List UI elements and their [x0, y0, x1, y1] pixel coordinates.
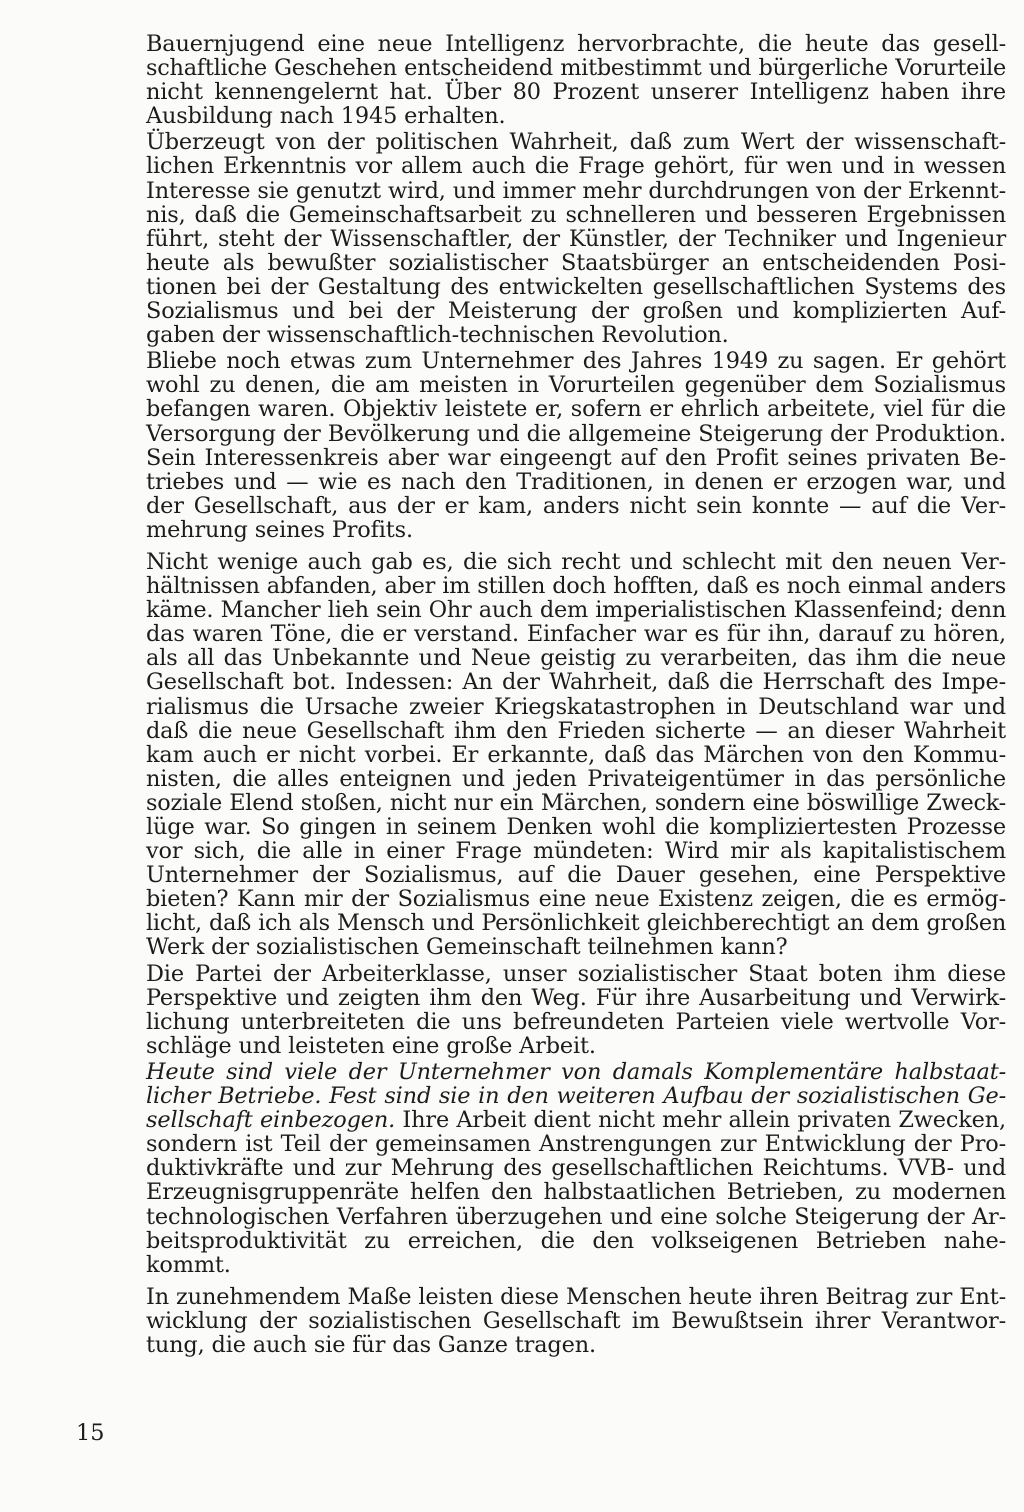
text-line: bieten? Kann mir der Sozialismus eine neue Existenz zeigen, die es ermög- — [146, 886, 1006, 913]
text-line: sondern ist Teil der gemeinsamen Anstrengungen zur Entwicklung der Pro- — [146, 1131, 1006, 1158]
text-line: gaben der wissenschaftlich-technischen Revolution. — [146, 322, 729, 349]
regular-text: Ihre Arbeit dient nicht mehr allein privaten Zwecken, — [395, 1107, 1007, 1134]
text-line: duktivkräfte und zur Mehrung des gesellschaftlichen Reichtums. VVB- und — [146, 1155, 1006, 1182]
text-line: kam auch er nicht vorbei. Er erkannte, daß das Märchen von den Kommu- — [146, 741, 1006, 768]
text-line: licht, daß ich als Mensch und Persönlichkeit gleichberechtigt an dem großen — [146, 910, 1006, 937]
text-line-italic: licher Betriebe. Fest sind sie in den weiteren Aufbau der sozialistischen Ge- — [146, 1083, 1006, 1110]
text-line: Erzeugnisgruppenräte helfen den halbstaatlichen Betrieben, zu modernen — [146, 1179, 1006, 1206]
text-line: Ausbildung nach 1945 erhalten. — [146, 103, 506, 130]
text-line: befangen waren. Objektiv leistete er, sofern er ehrlich arbeitete, viel für die — [146, 396, 1006, 423]
text-line: schaftliche Geschehen entscheidend mitbestimmt und bürgerliche Vorurteile — [146, 55, 1006, 82]
page-number: 15 — [76, 1420, 105, 1446]
text-line: nisten, die alles enteignen und jeden Privateigentümer in das persönliche — [146, 765, 1006, 792]
text-line-mixed — [146, 1108, 1006, 1132]
paragraph-intelligenz — [146, 32, 1006, 128]
text-line: kommt. — [146, 1251, 231, 1278]
text-line: das waren Töne, die er verstand. Einfacher war es für ihn, darauf zu hören, — [146, 621, 1006, 648]
paragraph-nicht-wenige — [146, 550, 1006, 960]
text-line: wicklung der sozialistischen Gesellschaft im Bewußtsein ihrer Verantwor- — [146, 1307, 1006, 1334]
paragraph-unternehmer-1949 — [146, 349, 1006, 542]
text-line: rialismus die Ursache zweier Kriegskatastrophen in Deutschland war und — [146, 693, 1006, 720]
body-text — [146, 32, 1006, 1357]
text-line: lichung unterbreiteten die uns befreundeten Parteien viele wertvolle Vor- — [146, 1008, 1006, 1035]
text-line: Perspektive und zeigten ihm den Weg. Für ihre Ausarbeitung und Verwirk- — [146, 984, 1006, 1011]
text-line: In zunehmendem Maße leisten diese Menschen heute ihren Beitrag zur Ent- — [146, 1283, 1006, 1310]
paragraph-wissenschaftler — [146, 130, 1006, 347]
text-line: tionen bei der Gestaltung des entwickelten gesellschaftlichen Systems des — [146, 273, 1006, 300]
text-line: heute als bewußter sozialistischer Staatsbürger an entscheidenden Posi- — [146, 249, 1006, 276]
text-line: lüge war. So gingen in seinem Denken wohl die kompliziertesten Prozesse — [146, 814, 1006, 840]
emphasis-text: sellschaft einbezogen. — [146, 1107, 396, 1134]
text-line: soziale Elend stoßen, nicht nur ein Märchen, sondern eine böswillige Zweck- — [146, 789, 1006, 816]
paragraph-zunehmendem — [146, 1285, 1006, 1357]
text-line: triebes und — wie es nach den Traditionen, in denen er erzogen war, und — [146, 468, 1006, 495]
text-line: technologischen Verfahren überzugehen und eine solche Steigerung der Ar- — [146, 1203, 1006, 1230]
text-line: Interesse sie genutzt wird, und immer mehr durchdrungen von der Erkennt- — [146, 177, 1006, 204]
text-line: führt, steht der Wissenschaftler, der Künstler, der Techniker und Ingenieur — [146, 225, 1006, 252]
text-line: Bauernjugend eine neue Intelligenz hervorbrachte, die heute das gesell- — [146, 31, 1006, 57]
text-line: hältnissen abfanden, aber im stillen doch hofften, daß es noch einmal anders — [146, 573, 1006, 600]
text-line: Werk der sozialistischen Gemeinschaft teilnehmen kann? — [146, 934, 788, 961]
text-line: der Gesellschaft, aus der er kam, anders nicht sein konnte — auf die Ver- — [146, 492, 1006, 519]
text-line: Gesellschaft bot. Indessen: An der Wahrheit, daß die Herrschaft des Impe- — [146, 669, 1006, 696]
text-line: mehrung seines Profits. — [146, 516, 413, 543]
text-line: käme. Mancher lieh sein Ohr auch dem imperialistischen Klassenfeind; denn — [146, 597, 1006, 624]
paragraph-partei — [146, 962, 1006, 1058]
text-line: Sein Interessenkreis aber war eingeengt auf den Profit seines privaten Be- — [146, 444, 1006, 471]
text-line: wohl zu denen, die am meisten in Vorurteilen gegenüber dem Sozialismus — [146, 372, 1006, 399]
text-line: daß die neue Gesellschaft ihm den Frieden sicherte — an dieser Wahrheit — [146, 717, 1006, 744]
text-line: schläge und leisteten eine große Arbeit. — [146, 1032, 596, 1059]
paragraph-heute — [146, 1060, 1006, 1277]
text-line: Sozialismus und bei der Meisterung der großen und komplizierten Auf- — [146, 298, 1006, 325]
text-line: als all das Unbekannte und Neue geistig zu verarbeiten, das ihm die neue — [146, 645, 1006, 672]
text-line: nicht kennengelernt hat. Über 80 Prozent unserer Intelligenz haben ihre — [146, 79, 1006, 106]
text-line: tung, die auch sie für das Ganze tragen. — [146, 1331, 596, 1358]
text-line: Die Partei der Arbeiterklasse, unser sozialistischer Staat boten ihm diese — [146, 960, 1006, 987]
text-line: Nicht wenige auch gab es, die sich recht und schlecht mit den neuen Ver- — [146, 548, 1006, 575]
text-line: beitsproduktivität zu erreichen, die den volkseigenen Betrieben nahe- — [146, 1227, 1006, 1254]
text-line: Überzeugt von der politischen Wahrheit, daß zum Wert der wissenschaft- — [146, 129, 1006, 156]
text-line: vor sich, die alle in einer Frage mündeten: Wird mir als kapitalistischem — [146, 838, 1006, 865]
text-line: Unternehmer der Sozialismus, auf die Dauer gesehen, eine Perspektive — [146, 862, 1006, 889]
text-line: nis, daß die Gemeinschaftsarbeit zu schnelleren und besseren Ergebnissen — [146, 201, 1006, 228]
text-line: lichen Erkenntnis vor allem auch die Frage gehört, für wen und in wessen — [146, 153, 1006, 180]
text-line: Versorgung der Bevölkerung und die allgemeine Steigerung der Produktion. — [146, 420, 1006, 447]
text-line-italic: Heute sind viele der Unternehmer von damals Komplementäre halbstaat- — [146, 1058, 1006, 1085]
text-line: Bliebe noch etwas zum Unternehmer des Jahres 1949 zu sagen. Er gehört — [146, 348, 1006, 375]
